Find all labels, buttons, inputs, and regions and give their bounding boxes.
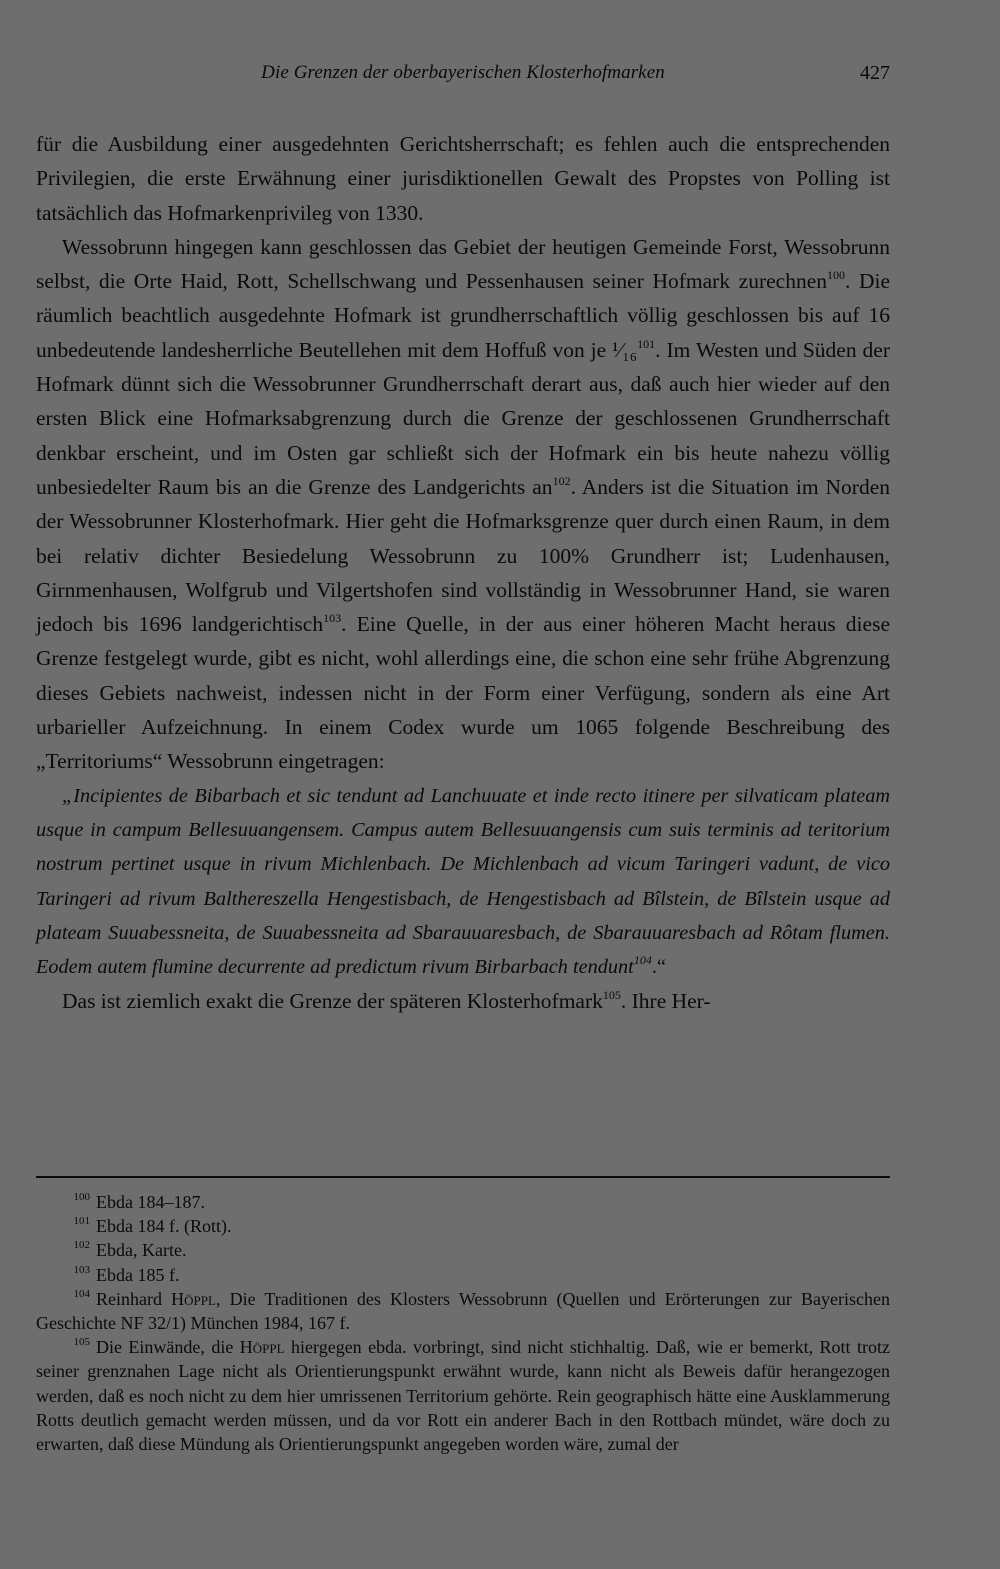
footnote-ref-103[interactable]: 103 [323, 611, 342, 626]
footnote-ref-104[interactable]: 104 [633, 953, 652, 968]
page-number: 427 [860, 62, 890, 84]
footnote-ref-101[interactable]: 101 [637, 336, 656, 351]
footnote-105: 105 Die Einwände, die Höppl hiergegen ebda. vorbringt, sind nicht stichhaltig. Daß, wie er bemerkt, Rott trotz seiner grenznahen Lage nicht als Orientierungspunkt erwähnt wurde, kann nicht als Beweis dafür herangezogen werden, daß es noch nicht zu dem hier umrissenen Territorium gehörte. Rein geographisch hätte eine Ausklammerung Rotts deutlich gemacht werden müssen, und da vor Rott ein anderer Bach in den Rottbach mündet, wäre doch zu erwarten, daß diese Mündung als Orientierungspunkt angegeben worden wäre, zumal der [36, 1336, 890, 1455]
footnote-ref-102[interactable]: 102 [552, 473, 571, 488]
footnote-103: 103 Ebda 185 f. [73, 1263, 180, 1285]
latin-quote: „Incipientes de Bibarbach et sic tendunt ad Lanchuuate et inde recto itinere per silvaticam plateam usque in campum Bellesuuangensem. Campus autem Bellesuuangensis cum suis terminis ad teritorium nostrum pertinet usque in rivum Michlenbach. De Michlenbach ad vicum Taringeri vadunt, de vico Taringeri ad rivum Balthereszella Hengestisbach, de Hengestisbach ad Bîlstein, de Bîlstein usque ad plateam Suuabessneita, de Suuabessneita ad Sbarauuaresbach, de Sbarauuaresbach ad Rôtam flumen. Eodem autem flumine decurrente ad predictum rivum Birbarbach tendunt$^{104}$.“ [36, 784, 890, 979]
footnote-102: 102 Ebda, Karte. [73, 1239, 187, 1261]
footnote-separator [36, 1176, 890, 1178]
footnote-100: 100 Ebda 184–187. [73, 1191, 205, 1212]
footnotes [36, 1190, 890, 1456]
paragraph-1: für die Ausbildung einer ausgedehnten Gerichtsherrschaft; es fehlen auch die entsprechenden Privilegien, die erste Erwähnung einer jurisdiktionellen Gewalt des Propstes von Polling ist tatsächlich das Hofmarkenprivileg von 1330. [36, 132, 890, 225]
footnote-ref-105[interactable]: 105 [602, 988, 621, 1003]
paragraph-2: Wessobrunn hingegen kann geschlossen das Gebiet der heutigen Gemeinde Forst, Wessobrunn selbst, die Orte Haid, Rott, Schellschwang und Pessenhausen seiner Hofmark zurechnen$^{100}$. Die räumlich beachtlich ausgedehnte Hofmark ist grundherrschaftlich völlig geschlossen bis auf 16 unbedeutende landesherrliche Beutellehen mit dem Hoffuß von je ¹⁄₁₆$^{101}$. Im Westen und Süden der Hofmark dünnt sich die Wessobrunner Grundherrschaft derart aus, daß auch hier wieder auf den ersten Blick eine Hofmarksabgrenzung durch die Grenze der geschlossenen Grundherrschaft denkbar erscheint, und im Osten gar schließt sich der Hofmark ein bis heute nahezu völlig unbesiedelter Raum bis an die Grenze des Landgerichts $an^{102}$. Anders ist die Situation im Norden der Wessobrunner Klosterhofmark. Hier geht die Hofmarksgrenze quer durch einen Raum, in dem bei relativ dichter Besiedelung Wessobrunn zu 100% Grundherr ist; Ludenhausen, Girnmenhausen, Wolfgrub und Vilgertshofen sind vollständig in Wessobrunner Hand, sie waren jedoch bis 1696 landgerichtisch$^{103}$. Eine Quelle, in der aus einer höheren Macht heraus diese Grenze festgelegt wurde, gibt es nicht, wohl allerdings eine, die schon eine sehr frühe Abgrenzung dieses Gebiets nachweist, indessen nicht in der Form einer Verfügung, sondern als eine Art urbarieller Aufzeichnung. In einem Codex wurde um 1065 folgende Beschreibung des „Territoriums“ Wessobrunn eingetragen: [36, 234, 891, 774]
paragraph-3: Das ist ziemlich exakt die Grenze der späteren Klosterhofmark$^{105}$. Ihre Her- [62, 988, 711, 1014]
footnote-ref-100[interactable]: 100 [827, 268, 845, 283]
author-name: Höppl [171, 1288, 216, 1309]
running-title: Die Grenzen der oberbayerischen Klosterhofmarken [261, 62, 665, 83]
main-text [36, 127, 890, 1019]
footnote-101: 101 Ebda 184 f. (Rott). [73, 1215, 232, 1237]
footnote-104: 104 Reinhard Höppl, Die Traditionen des Klosters Wessobrunn (Quellen und Erörterungen zur Bayerischen Geschichte NF 32/1) München 1984, 167 f. [36, 1287, 890, 1334]
author-name: Höppl [239, 1337, 285, 1358]
page-header [36, 62, 890, 92]
